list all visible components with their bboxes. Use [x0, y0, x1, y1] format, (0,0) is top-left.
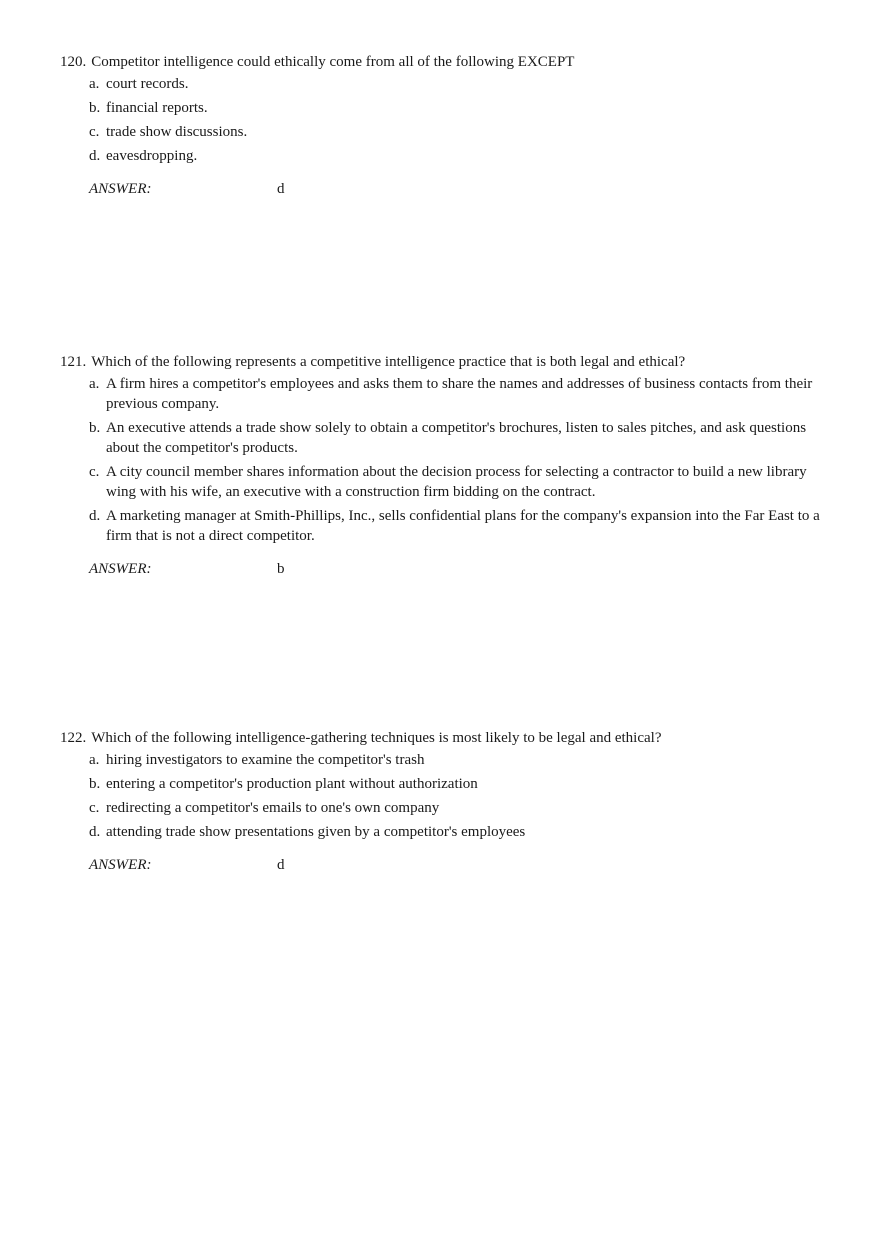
choice-list: [89, 374, 820, 546]
choice-a: [89, 750, 820, 770]
question-text: Which of the following represents a competitive intelligence practice that is both legal and ethical?: [91, 354, 686, 370]
choice-letter: d.: [89, 824, 101, 840]
choice-letter: b.: [89, 776, 101, 792]
choice-text: financial reports.: [106, 100, 208, 116]
choice-b: [89, 98, 820, 118]
choice-letter: d.: [89, 148, 101, 164]
question-120: [60, 52, 820, 199]
answer-row: [89, 855, 820, 875]
choice-text: A marketing manager at Smith-Phillips, Inc., sells confidential plans for the company's expansion into the Far East to a firm that is not a direct competitor.: [106, 508, 820, 544]
answer-value: d: [277, 857, 285, 873]
answer-value: b: [277, 561, 285, 577]
question-text: Which of the following intelligence-gathering techniques is most likely to be legal and ethical?: [91, 730, 662, 746]
choice-text: trade show discussions.: [106, 124, 248, 140]
question-stem: [60, 352, 820, 372]
choice-text: eavesdropping.: [106, 148, 198, 164]
question-number: 120.: [60, 54, 87, 70]
choice-letter: b.: [89, 420, 101, 436]
choice-a: [89, 74, 820, 94]
choice-b: [89, 774, 820, 794]
answer-row: [89, 179, 820, 199]
choice-text: attending trade show presentations given by a competitor's employees: [106, 824, 526, 840]
choice-letter: c.: [89, 800, 100, 816]
choice-text: A city council member shares information about the decision process for selecting a contractor to build a new library wing with his wife, an executive with a construction firm bidding on the contract.: [106, 464, 807, 500]
question-stem: [60, 52, 820, 72]
choice-letter: b.: [89, 100, 101, 116]
choice-letter: c.: [89, 124, 100, 140]
question-122: [60, 728, 820, 875]
answer-label: ANSWER:: [89, 857, 152, 873]
choice-text: A firm hires a competitor's employees and asks them to share the names and addresses of business contacts from their previous company.: [106, 376, 813, 412]
choice-c: [89, 798, 820, 818]
choice-d: [89, 822, 820, 842]
choice-text: redirecting a competitor's emails to one's own company: [106, 800, 440, 816]
question-121: [60, 352, 820, 579]
answer-label: ANSWER:: [89, 561, 152, 577]
choice-letter: a.: [89, 752, 100, 768]
choice-c: [89, 122, 820, 142]
choice-letter: d.: [89, 508, 101, 524]
choice-text: court records.: [106, 76, 189, 92]
choice-text: entering a competitor's production plant without authorization: [106, 776, 478, 792]
choice-d: [89, 506, 820, 546]
choice-list: [89, 74, 820, 166]
answer-value: d: [277, 181, 285, 197]
choice-c: [89, 462, 820, 502]
choice-text: hiring investigators to examine the competitor's trash: [106, 752, 425, 768]
question-stem: [60, 728, 820, 748]
choice-d: [89, 146, 820, 166]
answer-row: [89, 559, 820, 579]
choice-letter: c.: [89, 464, 100, 480]
choice-a: [89, 374, 820, 414]
question-number: 122.: [60, 730, 87, 746]
choice-list: [89, 750, 820, 842]
question-number: 121.: [60, 354, 87, 370]
question-text: Competitor intelligence could ethically come from all of the following EXCEPT: [91, 54, 575, 70]
choice-letter: a.: [89, 376, 100, 392]
choice-text: An executive attends a trade show solely to obtain a competitor's brochures, listen to sales pitches, and ask questions about the competitor's products.: [106, 420, 807, 456]
answer-label: ANSWER:: [89, 181, 152, 197]
choice-b: [89, 418, 820, 458]
choice-letter: a.: [89, 76, 100, 92]
